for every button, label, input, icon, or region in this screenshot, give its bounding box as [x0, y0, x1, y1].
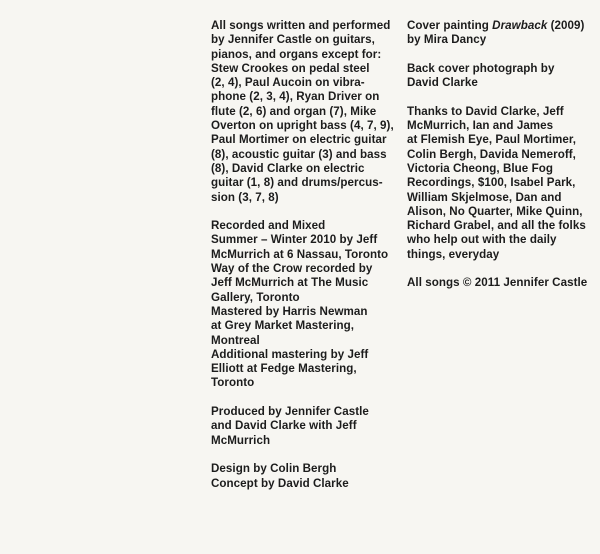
credit-line: pianos, and organs except for:: [211, 47, 382, 61]
recording-line: Summer – Winter 2010 by Jeff: [211, 233, 378, 247]
right-credits-column: [407, 19, 597, 305]
production-line: McMurrich: [211, 433, 271, 447]
cover-artist-line: by Mira Dancy: [407, 33, 487, 47]
recording-line: McMurrich at 6 Nassau, Toronto: [211, 247, 389, 261]
design-line: Design by Colin Bergh: [211, 462, 337, 476]
painting-title: Drawback: [492, 19, 548, 32]
thanks-line: Richard Grabel, and all the folks: [407, 219, 586, 233]
recording-line: Mastered by Harris Newman: [211, 304, 368, 318]
thanks-line: McMurrich, Ian and James: [407, 119, 554, 133]
thanks-line: Colin Bergh, Davida Nemeroff,: [407, 147, 576, 161]
design-line: Concept by David Clarke: [211, 476, 349, 490]
credit-line: flute (2, 6) and organ (7), Mike: [211, 104, 377, 118]
recording-line: Toronto: [211, 376, 255, 390]
back-cover-line: Back cover photograph by: [407, 61, 555, 75]
recording-line: Gallery, Toronto: [211, 290, 300, 304]
copyright-notice: [407, 276, 597, 290]
thanks-section: [407, 105, 597, 262]
cover-prefix: Cover painting: [407, 19, 493, 32]
thanks-line: Recordings, $100, Isabel Park,: [407, 176, 576, 190]
credit-line: Stew Crookes on pedal steel: [211, 61, 370, 75]
thanks-line: who help out with the daily: [407, 233, 557, 247]
credit-line: (8), David Clarke on electric: [211, 161, 365, 175]
credit-line: guitar (1, 8) and drums/percus-: [211, 176, 383, 190]
credit-line: (2, 4), Paul Aucoin on vibra-: [211, 76, 365, 90]
performer-credits: [211, 19, 397, 205]
recording-line: Elliott at Fedge Mastering,: [211, 362, 357, 376]
thanks-line: at Flemish Eye, Paul Mortimer,: [407, 133, 577, 147]
production-credits: [211, 405, 397, 448]
design-credits: [211, 462, 397, 491]
recording-line: Way of the Crow recorded by: [211, 262, 373, 276]
production-line: and David Clarke with Jeff: [211, 419, 357, 433]
recording-line: Recorded and Mixed: [211, 219, 326, 233]
recording-line: at Grey Market Mastering,: [211, 319, 355, 333]
credit-line: phone (2, 3, 4), Ryan Driver on: [211, 90, 380, 104]
thanks-line: Alison, No Quarter, Mike Quinn,: [407, 204, 583, 218]
credit-line: Paul Mortimer on electric guitar: [211, 133, 387, 147]
back-cover-line: David Clarke: [407, 76, 478, 90]
recording-line: Montreal: [211, 333, 260, 347]
thanks-line: Victoria Cheong, Blue Fog: [407, 161, 553, 175]
credit-line: (8), acoustic guitar (3) and bass: [211, 147, 387, 161]
credit-line: All songs written and performed: [211, 19, 391, 32]
production-line: Produced by Jennifer Castle: [211, 405, 369, 419]
recording-line: Additional mastering by Jeff: [211, 347, 369, 361]
cover-painting-line: [407, 19, 597, 33]
thanks-line: William Skjelmose, Dan and: [407, 190, 562, 204]
thanks-line: Thanks to David Clarke, Jeff: [407, 104, 564, 118]
left-credits-column: [211, 19, 397, 505]
recording-line: Jeff McMurrich at The Music: [211, 276, 369, 290]
credit-line: Overton on upright bass (4, 7, 9),: [211, 119, 394, 133]
copyright-line: All songs © 2011 Jennifer Castle: [407, 276, 588, 290]
recording-credits: [211, 219, 397, 391]
back-cover-credit: [407, 62, 597, 91]
thanks-line: things, everyday: [407, 247, 500, 261]
credit-line: sion (3, 7, 8): [211, 190, 279, 204]
cover-year: (2009): [547, 19, 585, 32]
cover-painting-credit: [407, 19, 597, 48]
credit-line: by Jennifer Castle on guitars,: [211, 33, 375, 47]
